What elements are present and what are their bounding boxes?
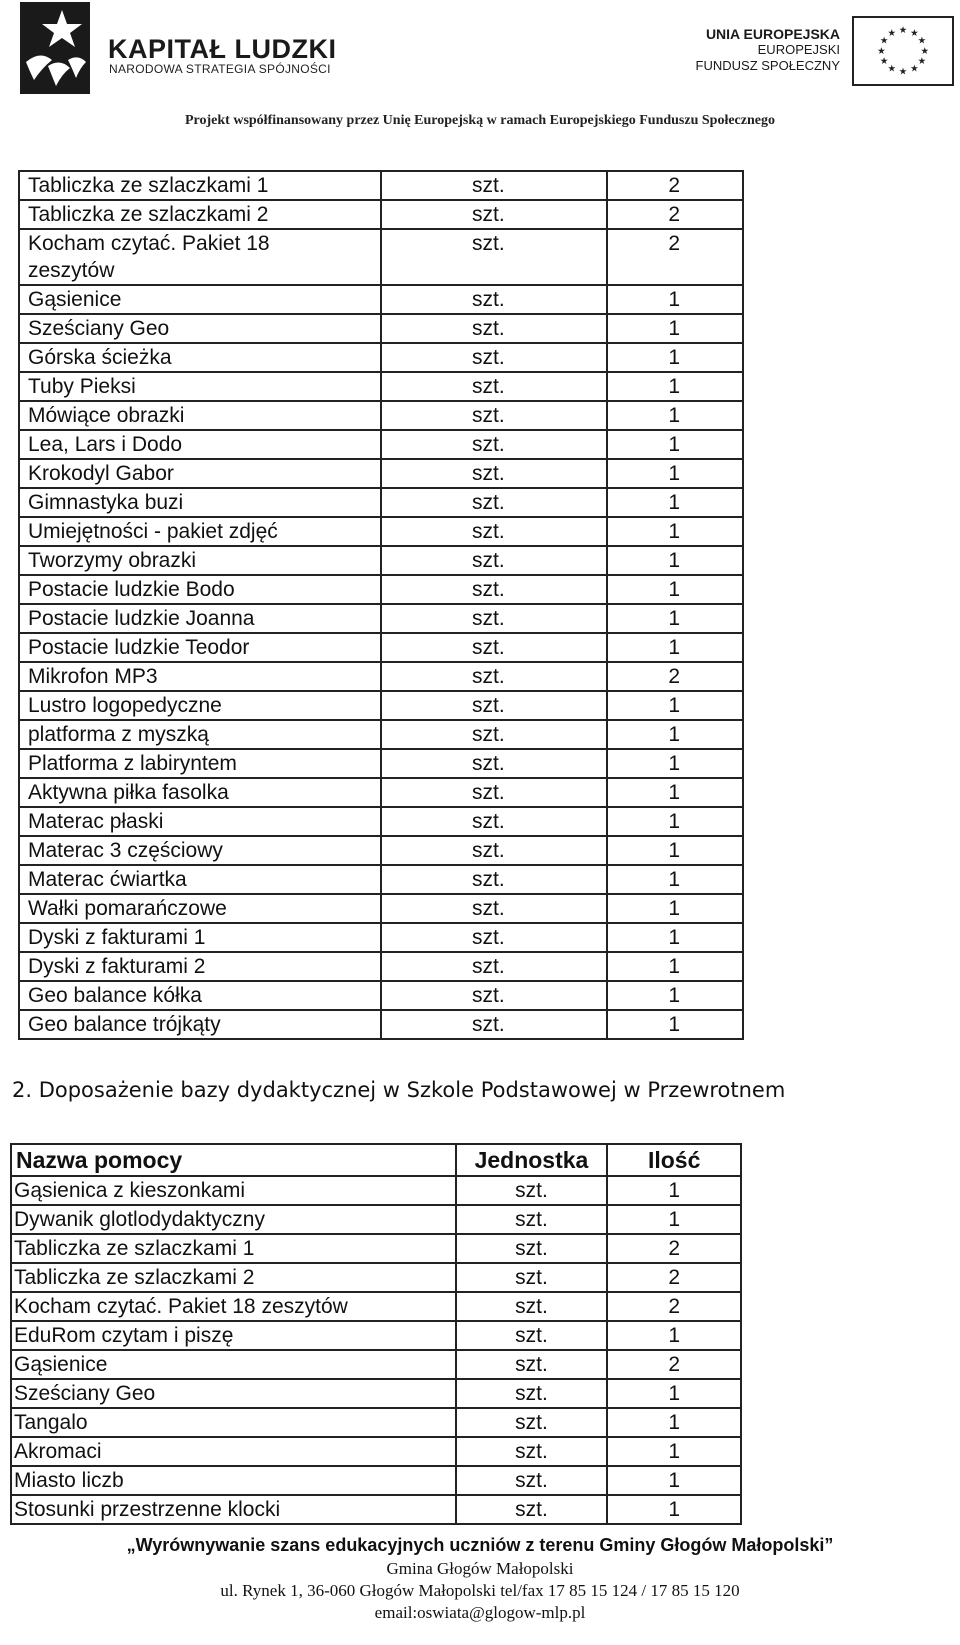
- cell-qty: 1: [607, 923, 743, 952]
- cell-unit: szt.: [381, 981, 607, 1010]
- table-header-row: [11, 1144, 741, 1176]
- cell-qty: 1: [607, 401, 743, 430]
- cell-unit: szt.: [381, 923, 607, 952]
- kapital-ludzki-title: KAPITAŁ LUDZKI: [108, 34, 337, 64]
- cell-name: Postacie ludzkie Bodo: [19, 575, 381, 604]
- cell-qty: 1: [607, 691, 743, 720]
- svg-text:★: ★: [910, 26, 919, 38]
- table-row: [19, 171, 743, 200]
- table-row: [19, 200, 743, 229]
- cell-name: Kocham czytać. Pakiet 18 zeszytów: [11, 1292, 456, 1321]
- cell-unit: szt.: [456, 1350, 608, 1379]
- footer-email: email:oswiata@glogow-mlp.pl: [374, 1603, 586, 1622]
- cell-name: platforma z myszką: [19, 720, 381, 749]
- cell-name: Gąsienica z kieszonkami: [11, 1176, 456, 1205]
- cell-name: Tangalo: [11, 1408, 456, 1437]
- svg-text:★: ★: [917, 55, 927, 67]
- cell-qty: 1: [607, 459, 743, 488]
- equipment-table-1: [18, 170, 744, 1040]
- table-row: [19, 894, 743, 923]
- cell-unit: szt.: [381, 285, 607, 314]
- cell-qty: 1: [607, 372, 743, 401]
- cell-unit: szt.: [456, 1234, 608, 1263]
- cell-name: Materac ćwiartka: [19, 865, 381, 894]
- table-row: [11, 1379, 741, 1408]
- eu-line-1: UNIA EUROPEJSKA: [705, 26, 840, 42]
- table-row: [19, 1010, 743, 1039]
- cell-qty: 1: [607, 1408, 741, 1437]
- cell-unit: szt.: [456, 1437, 608, 1466]
- table-row: [19, 517, 743, 546]
- cell-qty: 1: [607, 488, 743, 517]
- table-row: [11, 1205, 741, 1234]
- cell-name: Dyski z fakturami 2: [19, 952, 381, 981]
- cell-unit: szt.: [381, 229, 607, 285]
- cell-qty: 1: [607, 1466, 741, 1495]
- svg-text:★: ★: [920, 44, 929, 56]
- cell-qty: 1: [607, 894, 743, 923]
- table-row: [11, 1234, 741, 1263]
- cell-qty: 2: [607, 1292, 741, 1321]
- cell-qty: 1: [607, 1495, 741, 1524]
- cell-qty: 1: [607, 546, 743, 575]
- cell-qty: 1: [607, 720, 743, 749]
- cell-qty: 2: [607, 171, 743, 200]
- cell-qty: 1: [607, 285, 743, 314]
- cell-name: Tabliczka ze szlaczkami 1: [11, 1234, 456, 1263]
- cell-unit: szt.: [381, 894, 607, 923]
- svg-text:★: ★: [910, 62, 919, 74]
- cell-unit: szt.: [456, 1466, 608, 1495]
- cell-unit: szt.: [456, 1205, 608, 1234]
- cell-unit: szt.: [381, 865, 607, 894]
- eu-line-2: EUROPEJSKI: [757, 42, 840, 57]
- cell-unit: szt.: [381, 662, 607, 691]
- cell-name: Kocham czytać. Pakiet 18 zeszytów: [19, 229, 381, 285]
- svg-text:★: ★: [877, 44, 886, 56]
- cell-unit: szt.: [456, 1292, 608, 1321]
- cell-qty: 2: [607, 662, 743, 691]
- svg-text:★: ★: [879, 34, 889, 46]
- table-row: [19, 807, 743, 836]
- cell-unit: szt.: [381, 749, 607, 778]
- cell-name: Tuby Pieksi: [19, 372, 381, 401]
- cell-unit: szt.: [381, 807, 607, 836]
- cell-unit: szt.: [456, 1495, 608, 1524]
- page-footer: [0, 1532, 960, 1624]
- kapital-ludzki-logo-icon: [20, 2, 90, 94]
- table-row: [11, 1437, 741, 1466]
- cell-unit: szt.: [381, 314, 607, 343]
- cell-unit: szt.: [381, 952, 607, 981]
- svg-text:★: ★: [917, 34, 927, 46]
- cell-unit: szt.: [456, 1321, 608, 1350]
- cell-qty: 1: [607, 1321, 741, 1350]
- cell-name: Lea, Lars i Dodo: [19, 430, 381, 459]
- table-row: [11, 1350, 741, 1379]
- table-row: [11, 1176, 741, 1205]
- cell-qty: 2: [607, 1350, 741, 1379]
- table-row: [19, 575, 743, 604]
- table-row: [19, 778, 743, 807]
- cell-qty: 1: [607, 865, 743, 894]
- cell-unit: szt.: [381, 778, 607, 807]
- table-row: [11, 1495, 741, 1524]
- table-row: [11, 1292, 741, 1321]
- cell-name: Sześciany Geo: [11, 1379, 456, 1408]
- cell-name: Aktywna piłka fasolka: [19, 778, 381, 807]
- cell-name: Gąsienice: [19, 285, 381, 314]
- cell-qty: 1: [607, 836, 743, 865]
- table-row: [19, 343, 743, 372]
- cell-unit: szt.: [381, 430, 607, 459]
- cell-unit: szt.: [381, 488, 607, 517]
- cell-qty: 1: [607, 1010, 743, 1039]
- cell-name: Gąsienice: [11, 1350, 456, 1379]
- cell-name: Geo balance kółka: [19, 981, 381, 1010]
- cell-qty: 1: [607, 633, 743, 662]
- cell-unit: szt.: [381, 200, 607, 229]
- cell-name: Tabliczka ze szlaczkami 2: [11, 1263, 456, 1292]
- cell-qty: 2: [607, 229, 743, 285]
- eu-line-3: FUNDUSZ SPOŁECZNY: [695, 58, 840, 73]
- cell-unit: szt.: [456, 1408, 608, 1437]
- cell-unit: szt.: [381, 633, 607, 662]
- table-row: [19, 981, 743, 1010]
- equipment-table-2: [10, 1143, 742, 1525]
- cell-qty: 1: [607, 778, 743, 807]
- table-row: [19, 459, 743, 488]
- svg-text:★: ★: [898, 24, 908, 36]
- cell-name: Stosunki przestrzenne klocki: [11, 1495, 456, 1524]
- cell-qty: 1: [607, 430, 743, 459]
- cell-name: Mówiące obrazki: [19, 401, 381, 430]
- svg-text:★: ★: [879, 55, 889, 67]
- cell-name: Mikrofon MP3: [19, 662, 381, 691]
- eu-flag-icon: [852, 16, 954, 86]
- cell-name: Materac płaski: [19, 807, 381, 836]
- table-row: [11, 1408, 741, 1437]
- table-row: [19, 691, 743, 720]
- cell-qty: 1: [607, 749, 743, 778]
- footer-municipality: Gmina Głogów Małopolski: [386, 1559, 574, 1578]
- cell-name: Dywanik glotlodydaktyczny: [11, 1205, 456, 1234]
- cell-name: Tworzymy obrazki: [19, 546, 381, 575]
- cell-unit: szt.: [381, 546, 607, 575]
- cell-unit: szt.: [381, 604, 607, 633]
- cell-qty: 1: [607, 1176, 741, 1205]
- svg-text:★: ★: [887, 62, 896, 74]
- cell-unit: szt.: [456, 1379, 608, 1408]
- table-row: [19, 314, 743, 343]
- table-row: [19, 229, 743, 285]
- table-row: [19, 865, 743, 894]
- page-header: [0, 0, 960, 140]
- cell-unit: szt.: [381, 517, 607, 546]
- table-row: [19, 372, 743, 401]
- table-row: [19, 923, 743, 952]
- footer-project-name: „Wyrównywanie szans edukacyjnych uczniów z terenu Gminy Głogów Małopolski”: [126, 1535, 834, 1555]
- table-row: [19, 633, 743, 662]
- cell-name: Postacie ludzkie Teodor: [19, 633, 381, 662]
- cell-unit: szt.: [381, 372, 607, 401]
- cell-name: Tabliczka ze szlaczkami 1: [19, 171, 381, 200]
- cell-name: Sześciany Geo: [19, 314, 381, 343]
- cell-name: Miasto liczb: [11, 1466, 456, 1495]
- cell-unit: szt.: [381, 171, 607, 200]
- cell-qty: 2: [607, 200, 743, 229]
- cell-unit: szt.: [456, 1263, 608, 1292]
- cell-unit: szt.: [381, 401, 607, 430]
- cell-name: Platforma z labiryntem: [19, 749, 381, 778]
- cell-qty: 1: [607, 604, 743, 633]
- cell-name: Górska ścieżka: [19, 343, 381, 372]
- cell-unit: szt.: [381, 575, 607, 604]
- table-row: [11, 1466, 741, 1495]
- cell-qty: 1: [607, 314, 743, 343]
- table-row: [19, 749, 743, 778]
- cell-name: Akromaci: [11, 1437, 456, 1466]
- cell-qty: 1: [607, 1205, 741, 1234]
- cell-name: EduRom czytam i piszę: [11, 1321, 456, 1350]
- table-row: [19, 604, 743, 633]
- cell-unit: szt.: [456, 1176, 608, 1205]
- table-row: [11, 1321, 741, 1350]
- kapital-ludzki-subtitle: NARODOWA STRATEGIA SPÓJNOŚCI: [109, 62, 331, 76]
- eu-logo-text: [696, 26, 840, 74]
- table-row: [19, 546, 743, 575]
- section-2-title: 2. Doposażenie bazy dydaktycznej w Szkole Podstawowej w Przewrotnem: [12, 1078, 786, 1102]
- svg-text:★: ★: [898, 65, 908, 77]
- cell-name: Gimnastyka buzi: [19, 488, 381, 517]
- table-row: [19, 430, 743, 459]
- table-row: [19, 488, 743, 517]
- cell-name: Postacie ludzkie Joanna: [19, 604, 381, 633]
- cell-qty: 2: [607, 1263, 741, 1292]
- cell-qty: 1: [607, 1437, 741, 1466]
- cell-qty: 1: [607, 952, 743, 981]
- cell-name: Tabliczka ze szlaczkami 2: [19, 200, 381, 229]
- cell-name: Umiejętności - pakiet zdjęć: [19, 517, 381, 546]
- header-unit: Jednostka: [456, 1144, 608, 1176]
- table-row: [19, 952, 743, 981]
- table-row: [19, 836, 743, 865]
- cell-unit: szt.: [381, 691, 607, 720]
- table-row: [19, 720, 743, 749]
- header-name: Nazwa pomocy: [11, 1144, 456, 1176]
- header-qty: Ilość: [607, 1144, 741, 1176]
- svg-text:★: ★: [887, 26, 896, 38]
- cell-qty: 1: [607, 575, 743, 604]
- cell-unit: szt.: [381, 343, 607, 372]
- cell-qty: 1: [607, 981, 743, 1010]
- table-row: [11, 1263, 741, 1292]
- cell-unit: szt.: [381, 836, 607, 865]
- cell-unit: szt.: [381, 459, 607, 488]
- table-row: [19, 662, 743, 691]
- cell-name: Wałki pomarańczowe: [19, 894, 381, 923]
- cell-name: Dyski z fakturami 1: [19, 923, 381, 952]
- cell-unit: szt.: [381, 720, 607, 749]
- cell-unit: szt.: [381, 1010, 607, 1039]
- cell-qty: 1: [607, 343, 743, 372]
- cell-name: Geo balance trójkąty: [19, 1010, 381, 1039]
- cell-qty: 1: [607, 807, 743, 836]
- cell-qty: 1: [607, 517, 743, 546]
- cell-qty: 2: [607, 1234, 741, 1263]
- cell-name: Lustro logopedyczne: [19, 691, 381, 720]
- table-row: [19, 285, 743, 314]
- project-cofinancing-note: Projekt współfinansowany przez Unię Europejską w ramach Europejskiego Funduszu Społecznego: [185, 113, 775, 128]
- footer-address: ul. Rynek 1, 36-060 Głogów Małopolski tel/fax 17 85 15 124 / 17 85 15 120: [220, 1581, 740, 1600]
- cell-qty: 1: [607, 1379, 741, 1408]
- table-row: [19, 401, 743, 430]
- cell-name: Krokodyl Gabor: [19, 459, 381, 488]
- cell-name: Materac 3 częściowy: [19, 836, 381, 865]
